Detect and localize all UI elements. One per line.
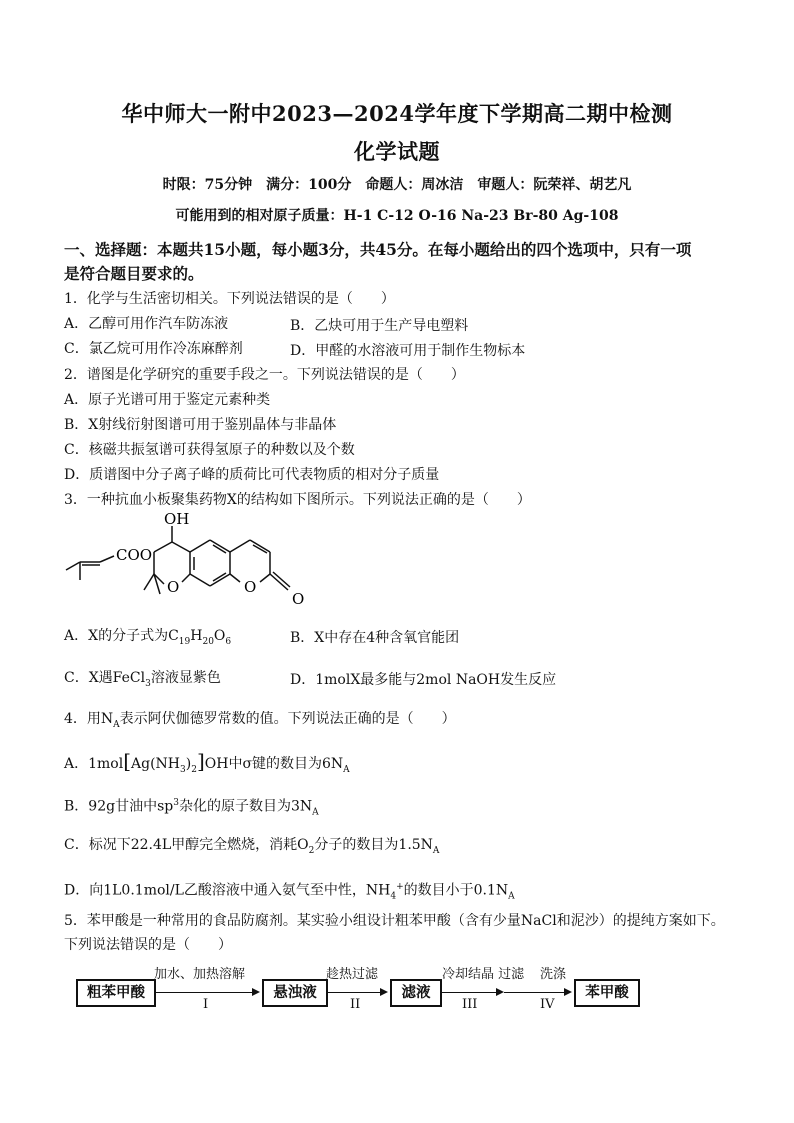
flow-step3-num: III (462, 997, 478, 1012)
q2-option-a: A．原子光谱可用于鉴定元素种类 (64, 392, 271, 408)
section-heading-line1: 一、选择题：本题共15小题，每小题3分，共45分。在每小题给出的四个选项中，只有一项 (64, 240, 692, 259)
ester-label: COO (116, 546, 153, 564)
exam-title: 华中师大一附中2023—2024学年度下学期高二期中检测 (121, 101, 673, 126)
flow-step3-label: 冷却结晶 过滤 (442, 967, 525, 982)
flow-step2-label: 趁热过滤 (326, 967, 379, 982)
q1-stem: 1．化学与生活密切相关。下列说法错误的是（ ） (64, 291, 395, 307)
ring-oxygen-1: O (167, 578, 180, 596)
flow-arrow-2 (326, 992, 386, 993)
q3-stem: 3．一种抗血小板聚集药物X的结构如下图所示。下列说法正确的是（ ） (64, 492, 531, 508)
q4-option-c: C．标况下22.4L甲醇完全燃烧，消耗$O_2$分子的数目为$1.5N_A$ (64, 837, 440, 856)
q4-stem: 4．用$N_A$表示阿伏伽德罗常数的值。下列说法正确的是（ ） (64, 711, 456, 730)
molecule-structure (60, 512, 340, 612)
oh-label: OH (164, 512, 190, 528)
q4-option-b: B．92g甘油中$sp^3$杂化的原子数目为$3N_A$ (64, 798, 319, 818)
ring-oxygen-2: O (244, 578, 257, 596)
q3-option-b: B．X中存在4种含氧官能团 (290, 630, 460, 646)
atomic-masses: 可能用到的相对原子质量：H-1 C-12 O-16 Na-23 Br-80 Ag-108 (175, 208, 619, 224)
exam-subtitle: 化学试题 (354, 139, 440, 164)
flow-arrow-1 (154, 992, 258, 993)
flow-box-crude-benzoic-acid: 粗苯甲酸 (76, 979, 156, 1007)
flow-box-filtrate: 滤液 (390, 979, 442, 1007)
flow-step1-label: 加水、加热溶解 (154, 967, 246, 982)
q3-option-c: C．X遇FeCl$_3$溶液显紫色 (64, 670, 221, 689)
carbonyl-oxygen: O (292, 590, 305, 608)
exam-info: 时限：75分钟 满分：100分 命题人：周冰洁 审题人：阮荣祥、胡艺凡 (162, 177, 632, 193)
q1-option-c: C．氯乙烷可用作冷冻麻醉剂 (64, 341, 243, 357)
flow-step4-num: IV (540, 997, 555, 1012)
flow-step4-label: 洗涤 (540, 967, 567, 982)
q3-option-d: D．1molX最多能与2mol NaOH发生反应 (290, 672, 557, 688)
flow-arrow-4 (504, 992, 570, 993)
q1-option-b: B．乙炔可用于生产导电塑料 (290, 318, 469, 334)
flow-step1-num: I (203, 997, 209, 1012)
q5-stem-line2: 下列说法错误的是（ ） (64, 937, 232, 953)
q5-stem-line1: 5．苯甲酸是一种常用的食品防腐剂。某实验小组设计粗苯甲酸（含有少量NaCl和泥沙）的提纯方案如下。 (64, 913, 725, 929)
section-heading-line2: 是符合题目要求的。 (64, 264, 204, 283)
flow-box-suspension: 悬浊液 (262, 979, 328, 1007)
q2-option-d: D．质谱图中分子离子峰的质荷比可代表物质的相对分子质量 (64, 467, 440, 483)
q1-option-a: A．乙醇可用作汽车防冻液 (64, 316, 229, 332)
q1-option-d: D．甲醛的水溶液可用于制作生物标本 (290, 343, 526, 359)
flow-step2-num: II (350, 997, 361, 1012)
flow-box-benzoic-acid: 苯甲酸 (574, 979, 640, 1007)
q2-option-b: B．X射线衍射图谱可用于鉴别晶体与非晶体 (64, 417, 337, 433)
q4-option-a: A．$1mol[Ag(NH_3)_2]OH$中σ键的数目为$6N_A$ (64, 749, 350, 775)
q2-option-c: C．核磁共振氢谱可获得氢原子的种数以及个数 (64, 442, 355, 458)
q3-option-a: A．X的分子式为$C_{19}H_{20}O_6$ (64, 628, 232, 647)
q2-stem: 2．谱图是化学研究的重要手段之一。下列说法错误的是（ ） (64, 367, 465, 383)
flow-arrow-3 (440, 992, 502, 993)
q4-option-d: D．向1L0.1mol/L乙酸溶液中通入氨气至中性，$NH_4^+$的数目小于$0.1N_A$ (64, 882, 515, 902)
